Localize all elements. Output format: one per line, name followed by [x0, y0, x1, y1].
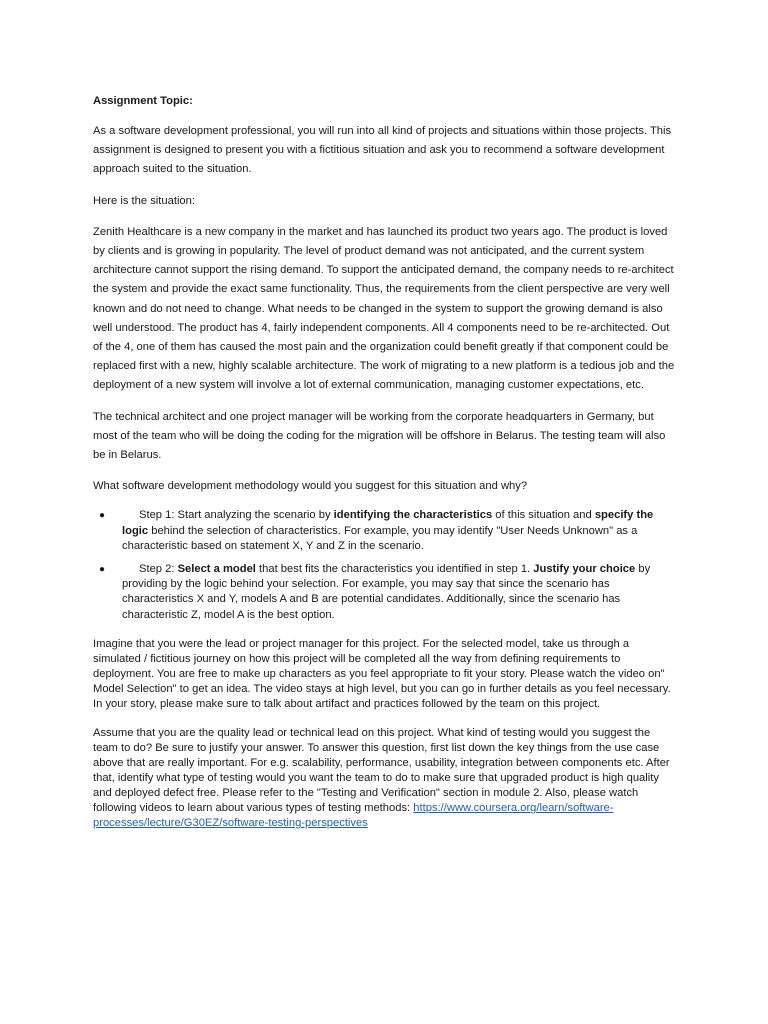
situation-label: Here is the situation: [93, 194, 195, 207]
testing-text: Assume that you are the quality lead or technical lead on this project. What kind of testing would you suggest the team to do? Be sure to justify your answer. To answer this question, first list down the key things from the use case above that are really important. For e.g. scalability, performance, usability, integration between components etc. After that, identify what type of testing would you want the team to do to make sure that upgraded product is high quality and deployed defect free. Please refer to the "Testing and Verification" section in module 2. Also, please watch following videos to learn about various types of testing methods: [93, 727, 670, 815]
document-page [93, 92, 678, 845]
step-1-text: Step 1: Start analyzing the scenario by identifying the characteristics of this situation and specify the logic behind the selection of characteristics. For example, you may identify "User Needs Unknown" as a characteristic based on statement X, Y and Z in the scenario. [122, 509, 654, 553]
list-item [93, 562, 678, 624]
intro-paragraph: As a software development professional, you will run into all kind of projects and situations within those projects. This assignment is designed to present you with a fictitious situation and ask you to recommend a software development approach suited to the situation. [93, 125, 672, 176]
steps-list [93, 508, 678, 623]
team-paragraph: The technical architect and one project manager will be working from the corporate headquarters in Germany, but most of the team who will be doing the coding for the migration will be offshore in Belarus. The testing team will also be in Belarus. [93, 410, 666, 462]
bullet-icon: ● [99, 563, 106, 575]
assignment-heading: Assignment Topic: [93, 95, 193, 107]
question-paragraph: What software development methodology would you suggest for this situation and why? [93, 480, 528, 493]
bullet-icon: ● [99, 510, 106, 522]
testing-paragraph [93, 726, 678, 831]
coursera-link[interactable]: https://www.coursera.org/learn/software-processes/lecture/G30EZ/software-testing-perspectives [93, 802, 614, 830]
journey-paragraph: Imagine that you were the lead or project manager for this project. For the selected model, take us through a simulated / fictitious journey on how this project will be completed all the way from defining requirements to deployment. You are free to make up characters as you feel appropriate to fit your story. Please watch the video on" Model Selection" to get an idea. The video stays at high level, but you can go in further details as you feel necessary. In your story, please make sure to talk about artifact and practices followed by the team on this project. [93, 638, 671, 711]
situation-paragraph: Zenith Healthcare is a new company in the market and has launched its product two years ago. The product is loved by clients and is growing in popularity. The level of product demand was not anticipated, and the current system architecture cannot support the rising demand. To support the anticipated demand, the company needs to re-architect the system and provide the exact same functionality. Thus, the requirements from the client perspective are very well known and do not need to change. What needs to be changed in the system to support the growing demand is also well understood. The product has 4, fairly independent components. All 4 components need to be re-architected. Out of the 4, one of them has caused the most pain and the organization could benefit greatly if that component could be replaced first with a new, highly scalable architecture. The work of migrating to a new platform is a tedious job and the deployment of a new system will involve a lot of external communication, managing customer expectations, etc. [93, 225, 675, 392]
list-item [93, 508, 678, 554]
step-2-text: Step 2: Select a model that best fits the characteristics you identified in step 1. Justify your choice by providing by the logic behind your selection. For example, you may say that since the scenario has characteristics X and Y, models A and B are potential candidates. Additionally, since the scenario has characteristic Z, model A is the best option. [122, 562, 651, 621]
